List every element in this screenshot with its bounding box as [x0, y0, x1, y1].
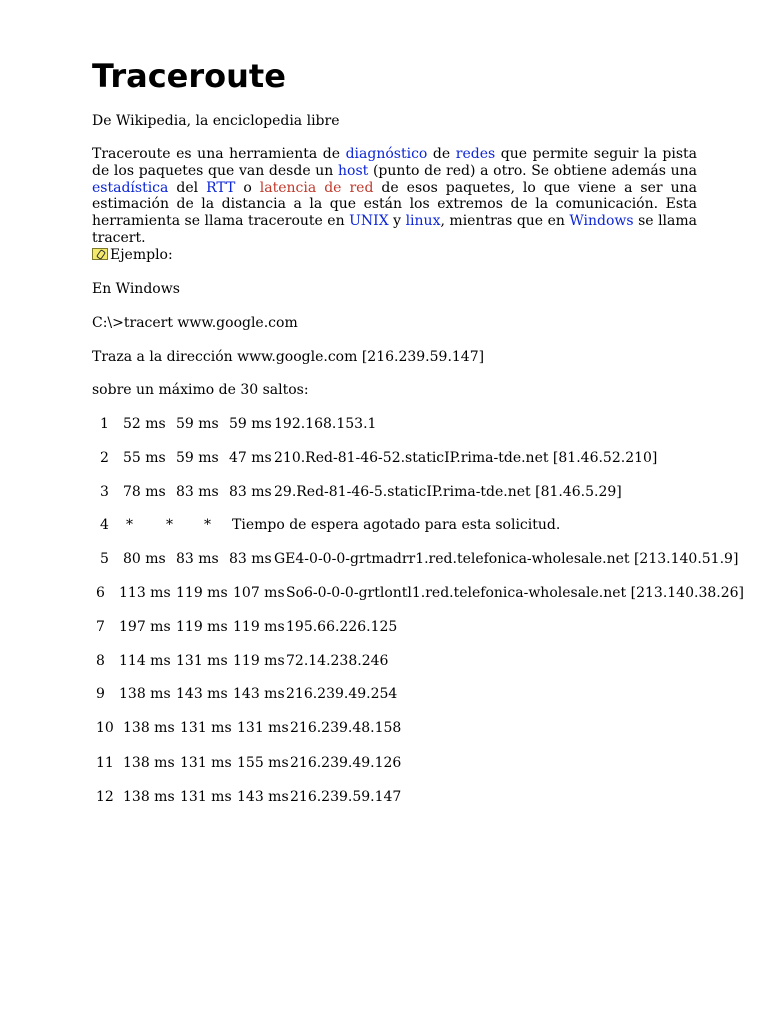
hop-time-3: 131 ms	[237, 720, 289, 736]
link-diagnostico[interactable]: diagnóstico	[345, 146, 428, 162]
hop-time-1: 114 ms	[119, 653, 171, 669]
hop-number: 9	[96, 686, 105, 702]
hop-time-2: 119 ms	[176, 619, 228, 635]
intro-text: de	[427, 146, 456, 162]
hop-number: 11	[96, 755, 114, 771]
hop-time-2: 131 ms	[176, 653, 228, 669]
hop-time-3: 143 ms	[233, 686, 285, 702]
hop-time-1: 138 ms	[123, 789, 175, 805]
edit-pencil-icon[interactable]	[92, 248, 108, 260]
hop-number: 2	[100, 450, 109, 466]
hop-time-1: 113 ms	[119, 585, 171, 601]
hop-host: So6-0-0-0-grtlontl1.red.telefonica-wholesale.net [213.140.38.26]	[286, 585, 744, 601]
link-redes[interactable]: redes	[455, 146, 496, 162]
hop-time-1: 138 ms	[123, 755, 175, 771]
os-line: En Windows	[92, 281, 180, 297]
hop-host: Tiempo de espera agotado para esta solicitud.	[232, 517, 561, 533]
trace-to-line: Traza a la dirección www.google.com [216.239.59.147]	[92, 349, 485, 365]
link-unix[interactable]: UNIX	[349, 213, 389, 230]
hop-number: 6	[96, 585, 105, 601]
hop-time-1: *	[126, 517, 133, 533]
hop-host: GE4-0-0-0-grtmadrr1.red.telefonica-wholesale.net [213.140.51.9]	[274, 551, 739, 567]
hop-number: 3	[100, 484, 109, 500]
link-linux[interactable]: linux	[405, 213, 441, 230]
hop-time-1: 80 ms	[123, 551, 166, 567]
hop-time-3: 83 ms	[229, 484, 272, 500]
hop-number: 8	[96, 653, 105, 669]
intro-text: Traceroute es una herramienta de	[92, 146, 346, 162]
hop-host: 216.239.59.147	[290, 789, 402, 805]
hop-time-3: 107 ms	[233, 585, 285, 601]
hop-time-2: 83 ms	[176, 484, 219, 500]
hop-time-3: 119 ms	[233, 653, 285, 669]
hop-time-2: 131 ms	[180, 720, 232, 736]
hop-number: 4	[100, 517, 109, 533]
hop-time-3: 155 ms	[237, 755, 289, 771]
hop-time-2: 83 ms	[176, 551, 219, 567]
hop-host: 192.168.153.1	[274, 416, 377, 432]
intro-text: de esos paquetes, lo que viene a ser una estimación de la distancia a la que están los extremos de la comunicación. Esta herramienta se llama traceroute en	[92, 179, 697, 230]
command-line: C:\>tracert www.google.com	[92, 315, 298, 331]
hop-time-1: 138 ms	[119, 686, 171, 702]
intro-text: del	[168, 179, 207, 196]
max-hops-line: sobre un máximo de 30 saltos:	[92, 382, 309, 398]
hop-host: 195.66.226.125	[286, 619, 398, 635]
page-subtitle: De Wikipedia, la enciclopedia libre	[92, 113, 340, 129]
hop-time-1: 78 ms	[123, 484, 166, 500]
hop-host: 72.14.238.246	[286, 653, 389, 669]
hop-time-2: 131 ms	[180, 789, 232, 805]
intro-text: (punto de red) a otro. Se obtiene además una	[368, 162, 697, 179]
intro-text: o	[235, 179, 260, 196]
link-rtt[interactable]: RTT	[206, 179, 236, 196]
intro-text: , mientras que en	[440, 213, 570, 230]
intro-text: que permite seguir la pista de los paquetes que van desde un	[92, 146, 697, 179]
hop-time-2: 59 ms	[176, 450, 219, 466]
hop-host: 216.239.49.254	[286, 686, 398, 702]
hop-time-2: 143 ms	[176, 686, 228, 702]
hop-time-3: 143 ms	[237, 789, 289, 805]
hop-number: 12	[96, 789, 114, 805]
hop-time-1: 52 ms	[123, 416, 166, 432]
hop-time-2: 59 ms	[176, 416, 219, 432]
hop-host: 29.Red-81-46-5.staticIP.rima-tde.net [81.46.5.29]	[274, 484, 622, 500]
link-host[interactable]: host	[338, 162, 369, 179]
hop-host: 210.Red-81-46-52.staticIP.rima-tde.net [81.46.52.210]	[274, 450, 658, 466]
hop-time-2: *	[166, 517, 173, 533]
link-latencia-de-red[interactable]: latencia de red	[259, 179, 374, 196]
hop-number: 5	[100, 551, 109, 567]
intro-paragraph	[92, 146, 697, 247]
hop-number: 1	[100, 416, 109, 432]
hop-time-2: 119 ms	[176, 585, 228, 601]
link-estadistica[interactable]: estadística	[92, 179, 169, 196]
hop-number: 7	[96, 619, 105, 635]
hop-time-3: *	[204, 517, 211, 533]
hop-time-2: 131 ms	[180, 755, 232, 771]
intro-text: se llama tracert.	[92, 213, 698, 246]
example-heading	[92, 246, 173, 264]
hop-time-1: 197 ms	[119, 619, 171, 635]
hop-time-1: 138 ms	[123, 720, 175, 736]
hop-time-3: 47 ms	[229, 450, 272, 466]
intro-text: y	[388, 213, 406, 230]
hop-time-1: 55 ms	[123, 450, 166, 466]
hop-time-3: 83 ms	[229, 551, 272, 567]
hop-time-3: 59 ms	[229, 416, 272, 432]
hop-host: 216.239.48.158	[290, 720, 402, 736]
example-label: Ejemplo:	[110, 247, 173, 263]
hop-host: 216.239.49.126	[290, 755, 402, 771]
link-windows[interactable]: Windows	[569, 213, 634, 230]
page-title: Traceroute	[92, 57, 286, 95]
hop-time-3: 119 ms	[233, 619, 285, 635]
hop-number: 10	[96, 720, 114, 736]
